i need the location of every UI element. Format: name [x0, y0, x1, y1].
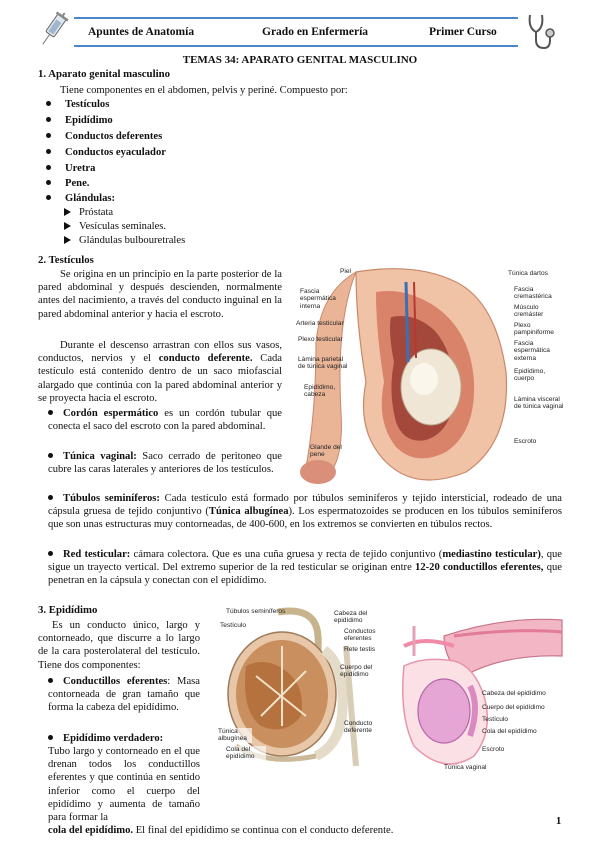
header-course: Primer Curso: [429, 26, 497, 38]
sub-list-item: Próstata: [64, 206, 113, 219]
sagittal-view-figure: [384, 606, 564, 774]
list-item: Pene.: [46, 177, 89, 190]
label-musculo-cremaster: Músculo cremáster: [514, 304, 544, 319]
sub-list-item: Vesículas seminales.: [64, 220, 166, 233]
label-fascia-externa: Fascia espermática externa: [514, 340, 550, 362]
bullet-tunica-vaginal: Túnica vaginal: Saco cerrado de peritoneo que cubre las caras laterales y anteriores de los testículos.: [48, 451, 282, 476]
page-number: 1: [556, 816, 562, 827]
label-plexo-testicular: Plexo testicular: [298, 336, 343, 343]
label-piel: Piel: [340, 268, 351, 275]
bullet-epididimo-verdadero: Epidídimo verdadero:: [48, 732, 200, 745]
section-3-heading: 3. Epidídimo: [38, 604, 98, 616]
section-3-continuation-2: cola del epidídimo. El final del epidídimo se continua con el conducto deferente.: [48, 825, 394, 837]
label-glande: Glande del pene: [310, 444, 342, 459]
bullet-tubulos: Túbulos seminíferos: Cada testículo está formado por túbulos seminíferos y tejido intersticial, rodeado de una cápsula gruesa de tejido conjuntivo (Túnica albugínea). Los espermatozoides se producen en los túbulos seminíferos que son unas estructuras muy contorneadas, de 400-600, en los extremos se convierten en túbulos rectos.: [48, 493, 563, 531]
list-item: Epidídimo: [46, 114, 113, 127]
label-arteria-testicular: Arteria testicular: [296, 320, 344, 327]
bullet-conductillos: Conductillos eferentes: Masa contorneada de gran tamaño que forma la cabeza del epidídimo.: [48, 676, 200, 714]
section-2-paragraph-2: Durante el descenso arrastran con ellos sus vasos, conductos, nervios y el conducto deferente. Cada testículo está contenido dentro de un saco miofascial alargado que continúa con la pared abdominal anterior y se proyecta hacia el escroto.: [38, 340, 283, 404]
label-lamina-parietal: Lámina parietal de túnica vaginal: [298, 356, 348, 371]
label-cuerpo-epididimo-2: Cuerpo del epidídimo: [482, 704, 545, 711]
label-tunica-dartos: Túnica dartos: [508, 270, 548, 277]
label-tunica-vaginal: Túnica vaginal: [444, 764, 487, 771]
label-rete-testis: Rete testis: [344, 646, 376, 653]
label-epididimo-cabeza: Epidídimo, cabeza: [304, 384, 336, 399]
list-item: Glándulas:: [46, 192, 115, 205]
list-item: Conductos eyaculador: [46, 146, 166, 159]
bullet-red-testicular: Red testicular: cámara colectora. Que es una cuña gruesa y recta de tejido conjuntivo (mediastino testicular), que sigue un trayecto vertical. Del extremo superior de la red testicular se originan entre 12-20 conductillos eferentes, que penetran en la cápsula y conectan con el epidídimo.: [48, 549, 563, 587]
label-cola-epididimo: Cola del epidídimo: [226, 746, 266, 761]
header-subject: Apuntes de Anatomía: [88, 26, 195, 38]
section-1-intro: Tiene componentes en el abdomen, pelvis y periné. Compuesto por:: [60, 85, 348, 96]
label-cabeza-epididimo-2: Cabeza del epidídimo: [482, 690, 546, 697]
syringe-icon: [34, 10, 74, 50]
label-tubulos-seminiferos: Túbulos seminíferos: [226, 608, 286, 615]
label-cuerpo-epididimo: Cuerpo del epidídimo: [340, 664, 373, 679]
section-2-heading: 2. Testículos: [38, 254, 94, 266]
header-line-bottom: [74, 45, 518, 47]
stethoscope-icon: [522, 12, 558, 54]
label-testiculo-2: Testículo: [482, 716, 509, 723]
header-line-top: [74, 17, 518, 19]
label-fascia-interna: Fascia espermática interna: [300, 288, 336, 310]
section-3-continuation-1: [48, 745, 200, 824]
label-cola-epididimo-2: Cola del epidídimo: [482, 728, 537, 735]
label-tunica-albuginea: Túnica albugínea: [218, 728, 252, 743]
page-title: TEMAS 34: APARATO GENITAL MASCULINO: [182, 54, 418, 66]
label-conducto-deferente: Conducto deferente: [344, 720, 373, 735]
label-plexo-pampiniforme: Plexo pampiniforme: [514, 322, 554, 337]
section-2-paragraph-1: Se origina en un principio en la parte posterior de la pared abdominal y después descienden, normalmente antes del nacimiento, a través del conducto inguinal en la pared abdominal anterior y hacia el escroto.: [38, 269, 282, 320]
label-conductos-eferentes: Conductos eferentes: [344, 628, 376, 643]
label-testiculo: Testículo: [220, 622, 247, 629]
header-degree: Grado en Enfermería: [262, 26, 369, 38]
testis-layers-figure: [296, 262, 564, 486]
sub-list-item: Glándulas bulbouretrales: [64, 234, 185, 247]
label-escroto-2: Escroto: [482, 746, 505, 753]
section-1-heading: 1. Aparato genital masculino: [38, 68, 170, 80]
list-item: Conductos deferentes: [46, 130, 162, 143]
continuation-line-a: Tubo largo y contorneado en el que drenan todos los conductillos eferentes y que continúa en sentido inferior como el cuerpo del epidídimo y aumenta de tamaño para formar la: [48, 746, 200, 824]
label-escroto: Escroto: [514, 438, 537, 445]
section-3-paragraph-1: Es un conducto único, largo y contorneado, que discurre a lo largo de la cara posterolateral del testículo. Tiene dos componentes:: [38, 620, 200, 671]
testis-internal-figure: [206, 606, 382, 774]
label-cabeza-epididimo: Cabeza del epidídimo: [334, 610, 368, 625]
list-item: Testículos: [46, 98, 109, 111]
label-fascia-cremasterica: Fascia cremastérica: [514, 286, 552, 301]
label-lamina-visceral: Lámina visceral de túnica vaginal: [514, 396, 564, 411]
list-item: Uretra: [46, 162, 95, 175]
label-epididimo-cuerpo: Epidídimo, cuerpo: [514, 368, 546, 383]
bullet-cordon: Cordón espermático es un cordón tubular que conecta el saco del escroto con la pared abdominal.: [48, 408, 282, 433]
